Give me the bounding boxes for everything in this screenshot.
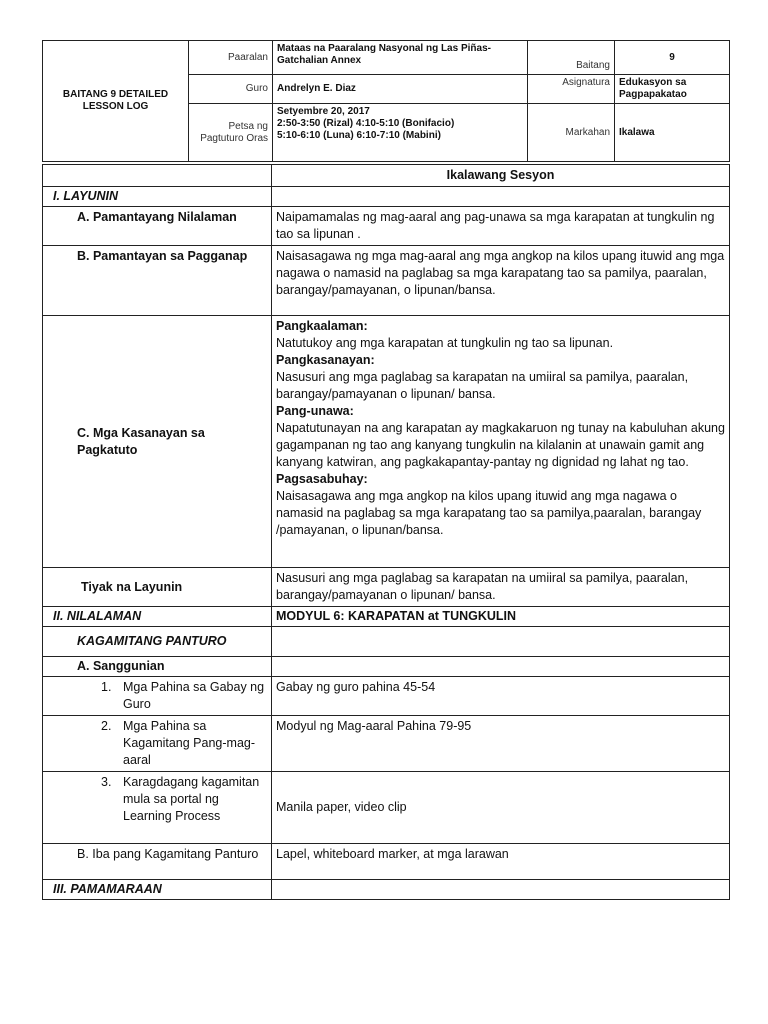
paaralan-value: Mataas na Paaralang Nasyonal ng Las Piñas-Gatchalian Annex bbox=[273, 41, 528, 75]
petsa-date: Setyembre 20, 2017 bbox=[277, 106, 370, 117]
iba-pang-kagamitan-value: Lapel, whiteboard marker, at mga larawan bbox=[272, 844, 730, 880]
pagsasabuhay-heading: Pagsasabuhay: bbox=[276, 472, 368, 486]
markahan-value: Ikalawa bbox=[615, 104, 730, 162]
pang-unawa-text: Napatutunayan na ang karapatan ay magkakaruon ng tunay na kabuluhan akung gagampanan ng tao ang kanyang tungkulin na kilalanin at unawain gamit ang kanyang katwiran, ang pagkakapantay-pantay ng dignidad ng lahat ng tao. bbox=[276, 421, 725, 469]
sanggunian-item-1 bbox=[43, 677, 272, 716]
pang-unawa-heading: Pang-unawa: bbox=[276, 404, 354, 418]
sanggunian-item-3 bbox=[43, 772, 272, 844]
item-label: Mga Pahina sa Kagamitang Pang-mag-aaral bbox=[123, 719, 256, 767]
sanggunian-item-2 bbox=[43, 716, 272, 772]
session-header: Ikalawang Sesyon bbox=[272, 165, 730, 187]
markahan-label: Markahan bbox=[528, 104, 615, 162]
modyul-title: MODYUL 6: KARAPATAN at TUNGKULIN bbox=[272, 607, 730, 627]
petsa-line-1: 2:50-3:50 (Rizal) 4:10-5:10 (Bonifacio) bbox=[277, 118, 455, 129]
pamamaraan-heading: III. PAMAMARAAN bbox=[43, 880, 272, 900]
asignatura-value: Edukasyon sa Pagpapakatao bbox=[615, 75, 730, 104]
item-number: 1. bbox=[101, 680, 112, 694]
pangkasanayan-heading: Pangkasanayan: bbox=[276, 353, 375, 367]
guro-value: Andrelyn E. Diaz bbox=[273, 75, 528, 104]
tiyak-layunin-label: Tiyak na Layunin bbox=[43, 568, 272, 607]
pagsasabuhay-text: Naisasagawa ang mga angkop na kilos upang ituwid ang mga nagawa o namasid na paglabag sa mga karapatang tao sa pamilya,paaralan, barangay /pamayanan, o lipunan/bansa. bbox=[276, 489, 702, 537]
header-table bbox=[42, 40, 730, 162]
sanggunian-value-1: Gabay ng guro pahina 45-54 bbox=[272, 677, 730, 716]
lesson-content-table bbox=[42, 164, 730, 900]
sanggunian-value-3: Manila paper, video clip bbox=[272, 772, 730, 844]
item-number: 2. bbox=[101, 719, 112, 733]
item-label: Karagdagang kagamitan mula sa portal ng Learning Process bbox=[123, 775, 260, 823]
baitang-value: 9 bbox=[615, 41, 730, 75]
sanggunian-value-2: Modyul ng Mag-aaral Pahina 79-95 bbox=[272, 716, 730, 772]
pangkaalaman-heading: Pangkaalaman: bbox=[276, 319, 368, 333]
nilalaman-heading: II. NILALAMAN bbox=[43, 607, 272, 627]
petsa-value bbox=[273, 104, 528, 162]
kasanayan-label: C. Mga Kasanayan sa Pagkatuto bbox=[43, 316, 272, 568]
tiyak-layunin-text: Nasusuri ang mga paglabag sa karapatan na umiiral sa pamilya, paaralan, barangay/pamayanan o lipunan/ bansa. bbox=[272, 568, 730, 607]
lesson-log-page bbox=[42, 40, 729, 900]
pamantayang-nilalaman-text: Naipamamalas ng mag-aaral ang pag-unawa sa mga karapatan at tungkulin ng tao sa lipunan . bbox=[272, 207, 730, 246]
petsa-line-2: 5:10-6:10 (Luna) 6:10-7:10 (Mabini) bbox=[277, 130, 441, 141]
sanggunian-label: A. Sanggunian bbox=[43, 657, 272, 677]
iba-pang-kagamitan-text: B. Iba pang Kagamitang Panturo bbox=[77, 847, 259, 861]
pangkaalaman-text: Natutukoy ang mga karapatan at tungkulin ng tao sa lipunan. bbox=[276, 336, 614, 350]
pangkasanayan-text: Nasusuri ang mga paglabag sa karapatan na umiiral sa pamilya, paaralan, barangay/pamayanan o lipunan/ bansa. bbox=[276, 370, 689, 401]
item-number: 3. bbox=[101, 775, 112, 789]
layunin-heading: I. LAYUNIN bbox=[43, 187, 272, 207]
paaralan-label: Paaralan bbox=[189, 41, 273, 75]
baitang-label: Baitang bbox=[528, 41, 615, 75]
lesson-log-title: BAITANG 9 DETAILED LESSON LOG bbox=[43, 41, 189, 162]
asignatura-label: Asignatura bbox=[528, 75, 615, 104]
pamantayang-nilalaman-label: A. Pamantayang Nilalaman bbox=[43, 207, 272, 246]
kasanayan-list bbox=[272, 316, 730, 568]
pamantayan-pagganap-text: Naisasagawa ng mga mag-aaral ang mga angkop na kilos upang ituwid ang mga nagawa o namasid na paglabag sa mga karapatang tao sa pamilya, paaralan, barangay/pamayanan, o lipunan/bansa. bbox=[272, 246, 730, 316]
iba-pang-kagamitan-label bbox=[43, 844, 272, 880]
petsa-label: Petsa ng Pagtuturo Oras bbox=[189, 104, 273, 162]
kagamitang-panturo-label: KAGAMITANG PANTURO bbox=[43, 627, 272, 657]
pamantayan-pagganap-label: B. Pamantayan sa Pagganap bbox=[43, 246, 272, 316]
guro-label: Guro bbox=[189, 75, 273, 104]
item-label: Mga Pahina sa Gabay ng Guro bbox=[123, 680, 265, 711]
